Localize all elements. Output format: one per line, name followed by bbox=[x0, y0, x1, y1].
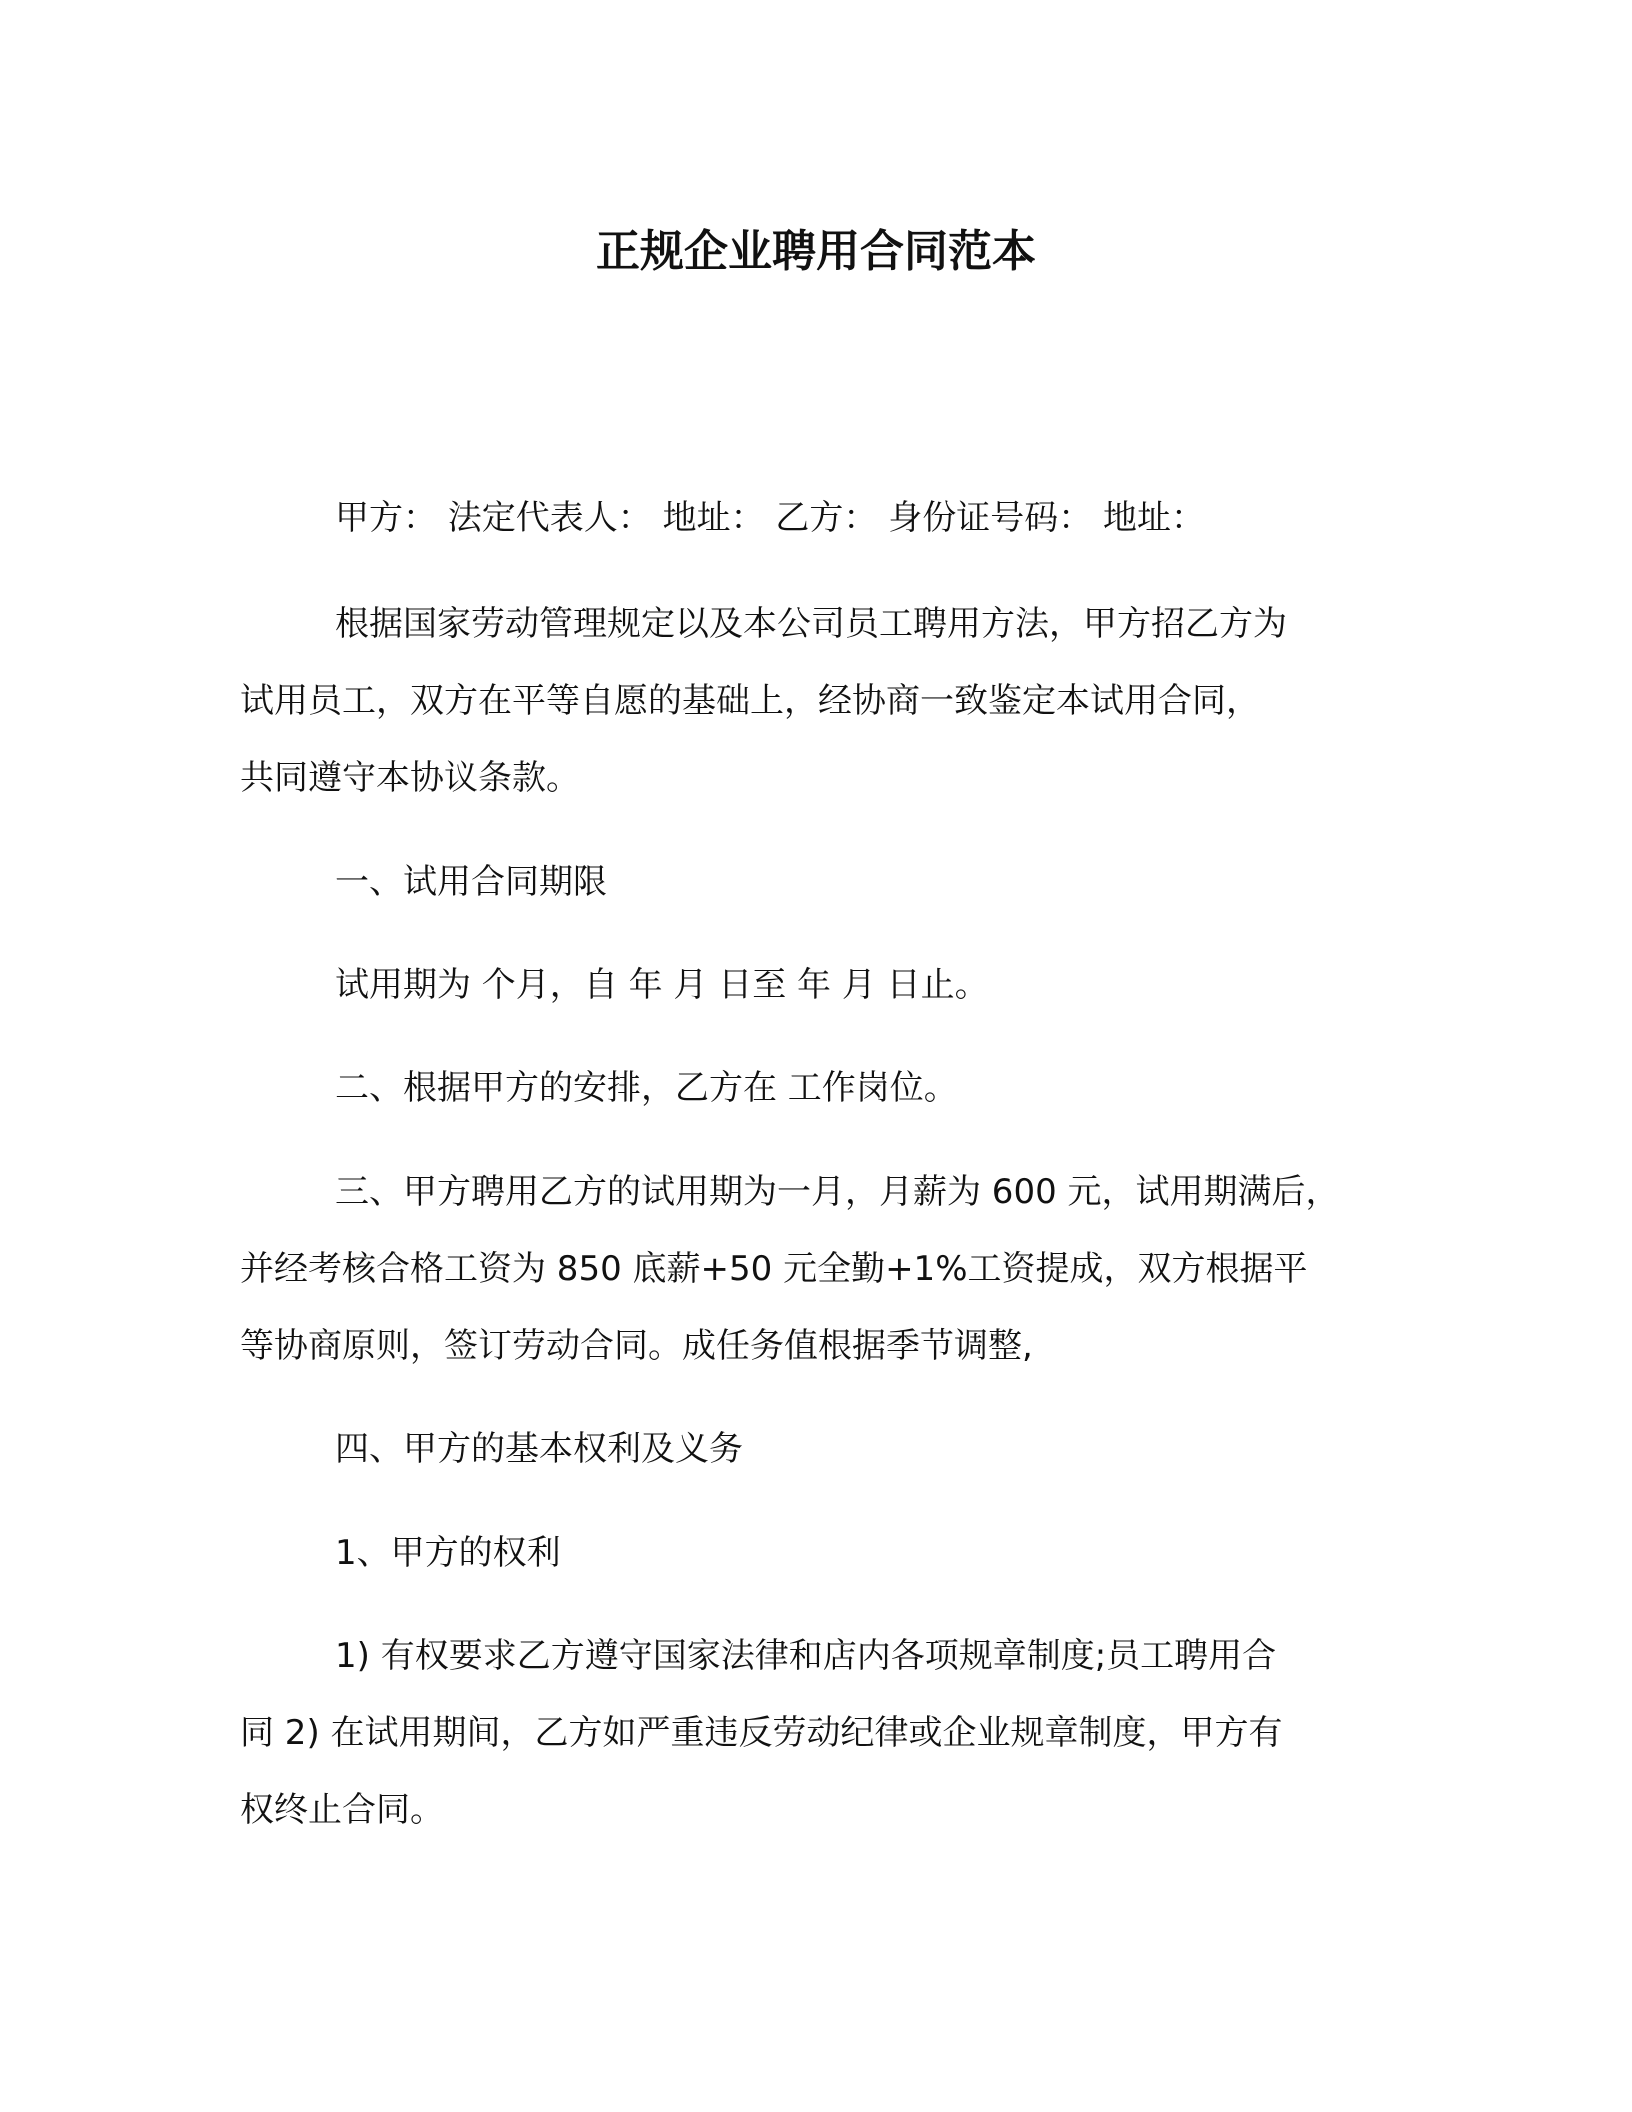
subsection-heading bbox=[240, 1515, 1410, 1592]
text-line: 二、根据甲方的安排，乙方在 工作岗位。 bbox=[335, 1068, 958, 1108]
section-heading-2 bbox=[240, 1050, 1410, 1127]
rights-paragraph bbox=[240, 1618, 1410, 1849]
parties-line bbox=[240, 480, 1410, 557]
text-line: 三、甲方聘用乙方的试用期为一月，月薪为 600 元，试用期满后， bbox=[335, 1172, 1340, 1212]
text-line: 四、甲方的基本权利及义务 bbox=[335, 1429, 743, 1469]
text-line: 等协商原则，签订劳动合同。成任务值根据季节调整, bbox=[240, 1326, 1033, 1366]
text-line: 试用期为 个月，自 年 月 日至 年 月 日止。 bbox=[335, 965, 989, 1005]
document-title: 正规企业聘用合同范本 bbox=[596, 226, 1036, 277]
text-line: 根据国家劳动管理规定以及本公司员工聘用方法，甲方招乙方为 bbox=[335, 604, 1287, 644]
text-line: 权终止合同。 bbox=[240, 1790, 444, 1830]
salary-paragraph bbox=[240, 1154, 1410, 1385]
text-line: 共同遵守本协议条款。 bbox=[240, 758, 580, 798]
text-line: 同 2) 在试用期间，乙方如严重违反劳动纪律或企业规章制度，甲方有 bbox=[240, 1713, 1283, 1753]
text-line: 甲方： 法定代表人： 地址： 乙方： 身份证号码： 地址： bbox=[335, 498, 1206, 538]
trial-period-paragraph bbox=[240, 947, 1410, 1024]
text-line: 试用员工，双方在平等自愿的基础上，经协商一致鉴定本试用合同， bbox=[240, 681, 1260, 721]
text-line: 一、试用合同期限 bbox=[335, 862, 607, 902]
text-line: 1) 有权要求乙方遵守国家法律和店内各项规章制度;员工聘用合 bbox=[335, 1636, 1277, 1676]
preamble-paragraph bbox=[240, 586, 1410, 817]
text-line: 并经考核合格工资为 850 底薪+50 元全勤+1%工资提成，双方根据平 bbox=[240, 1249, 1308, 1289]
section-heading-1 bbox=[240, 844, 1410, 921]
text-line: 1、甲方的权利 bbox=[335, 1533, 561, 1573]
section-heading-4 bbox=[240, 1411, 1410, 1488]
